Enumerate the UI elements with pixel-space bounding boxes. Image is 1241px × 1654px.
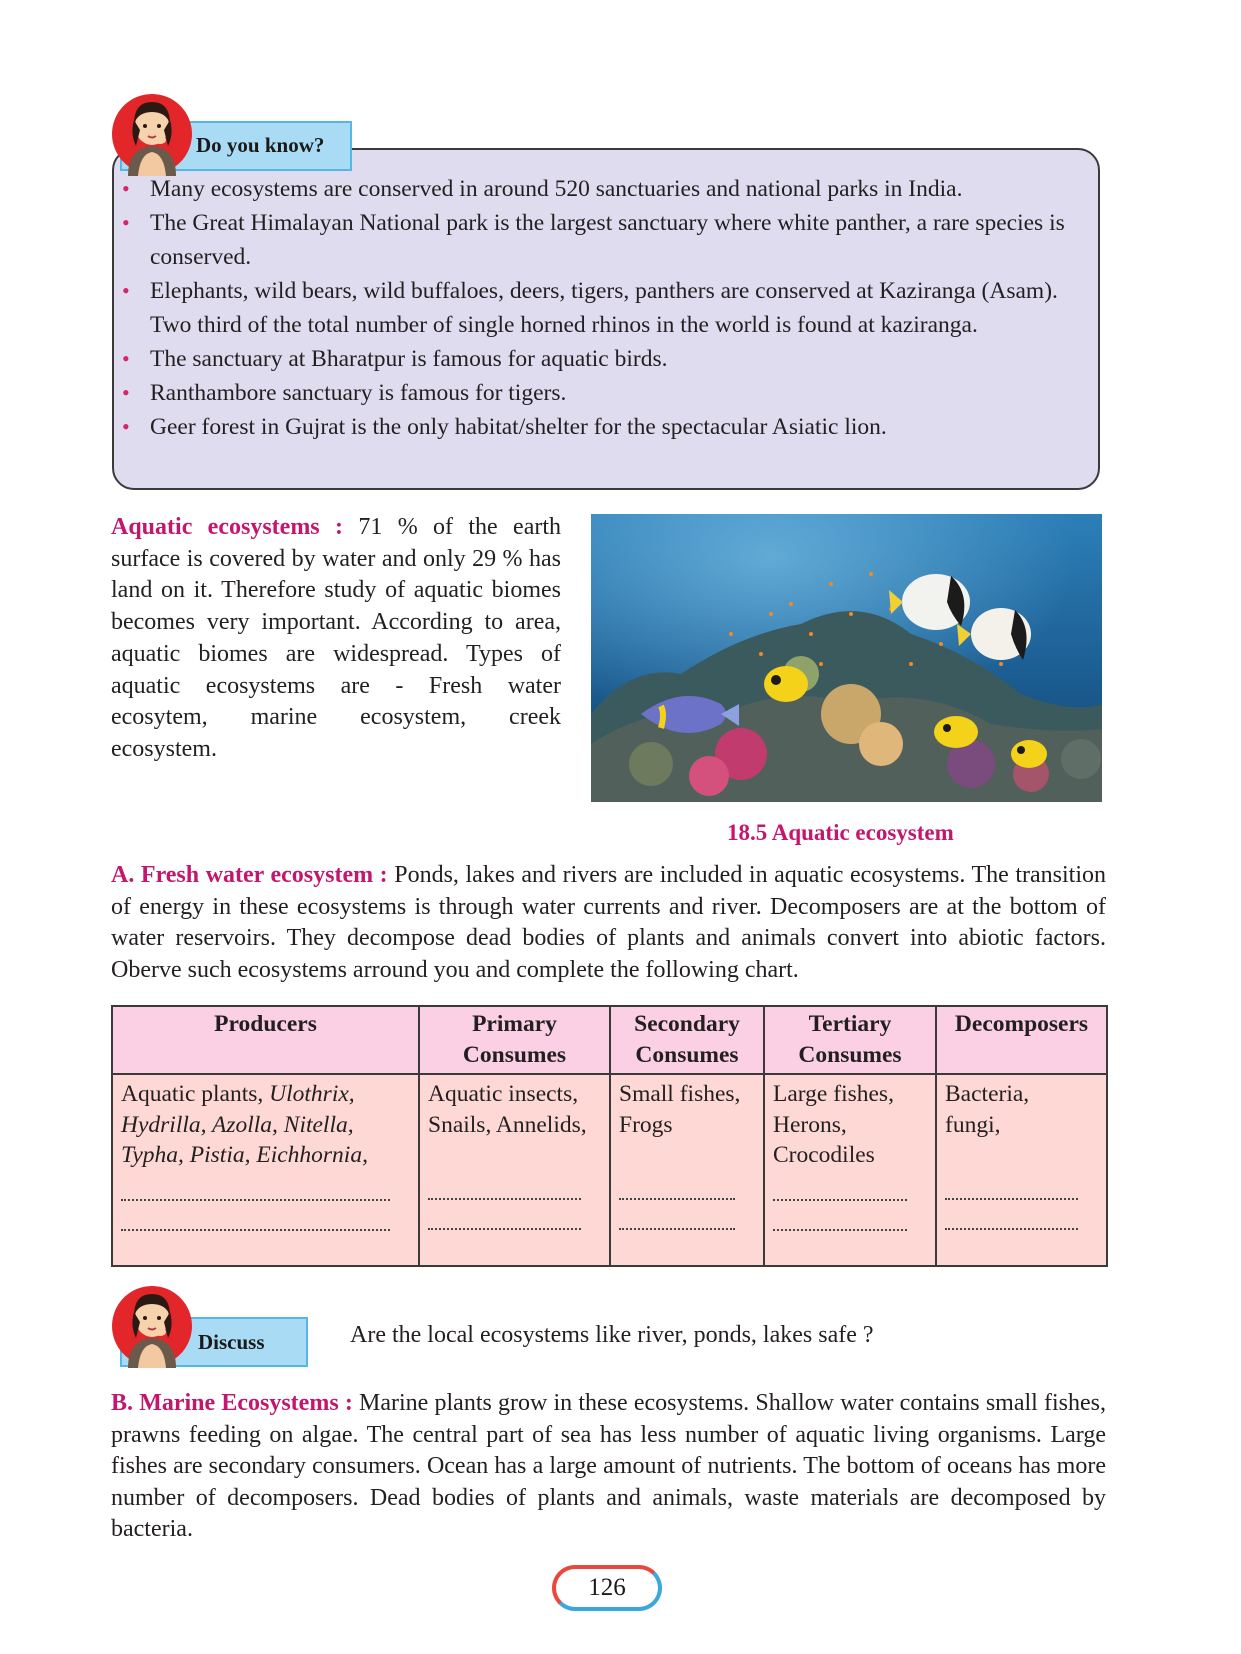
cell-tertiary: Large fishes, Herons, Crocodiles — [764, 1074, 936, 1266]
cell-secondary: Small fishes, Frogs — [610, 1074, 764, 1266]
fill-in-line[interactable] — [428, 1200, 581, 1230]
cell-producers: Aquatic plants, Ulothrix, Hydrilla, Azolla, Nitella, Typha, Pistia, Eichhornia, — [112, 1074, 419, 1266]
header-tertiary: Tertiary Consumes — [764, 1006, 936, 1074]
fresh-water-heading: A. Fresh water ecosystem : — [111, 862, 388, 888]
cell-decomposers: Bacteria, fungi, — [936, 1074, 1107, 1266]
header-secondary: Secondary Consumes — [610, 1006, 764, 1074]
aquatic-ecosystem-photo — [591, 514, 1102, 802]
fill-in-line[interactable] — [945, 1200, 1078, 1230]
marine-paragraph — [111, 1388, 1106, 1546]
food-chain-table — [111, 1005, 1108, 1267]
discuss-question: Are the local ecosystems like river, ponds, lakes safe ? — [350, 1322, 874, 1348]
header-primary: Primary Consumes — [419, 1006, 610, 1074]
list-item: • The sanctuary at Bharatpur is famous for aquatic birds. — [118, 342, 1078, 376]
list-item: • Many ecosystems are conserved in around 520 sanctuaries and national parks in India. — [118, 172, 1078, 206]
header-producers: Producers — [112, 1006, 419, 1074]
fresh-water-paragraph — [111, 860, 1106, 986]
fill-in-line[interactable] — [619, 1200, 735, 1230]
list-item: • Geer forest in Gujrat is the only habitat/shelter for the spectacular Asiatic lion. — [118, 410, 1078, 444]
aquatic-paragraph — [111, 512, 561, 766]
cell-primary: Aquatic insects, Snails, Annelids, — [419, 1074, 610, 1266]
aquatic-text: 71 % of the earth surface is covered by water and only 29 % has land on it. Therefore study of aquatic biomes becomes very important. According to area, aquatic biomes are widespread. Types of aquatic ecosystems are - Fresh water ecosytem, marine ecosystem, creek ecosystem. — [111, 514, 562, 762]
aquatic-heading: Aquatic ecosystems : — [111, 514, 343, 540]
coral-reef-image — [591, 514, 1102, 802]
figure-caption: 18.5 Aquatic ecosystem — [727, 820, 954, 845]
do-you-know-list — [118, 172, 1078, 444]
header-decomposers: Decomposers — [936, 1006, 1107, 1074]
table-header-row — [112, 1006, 1107, 1074]
marine-heading: B. Marine Ecosystems : — [111, 1390, 353, 1416]
list-item: • The Great Himalayan National park is the largest sanctuary where white panther, a rare species is conserved. — [118, 206, 1078, 274]
fresh-water-text: Ponds, lakes and rivers are included in aquatic ecosystems. The transition of energy in these ecosystems is through water currents and river. Decomposers are at the bottom of water reservoirs. They decompose dead bodies of plants and animals convert into abiotic factors. Oberve such ecosystems arround you and complete the following chart. — [111, 862, 1107, 983]
fill-in-line[interactable] — [945, 1170, 1078, 1200]
fill-in-line[interactable] — [121, 1201, 390, 1231]
discuss-label: Discuss — [198, 1330, 265, 1354]
fill-in-line[interactable] — [121, 1171, 390, 1201]
fill-in-line[interactable] — [619, 1170, 735, 1200]
page-number: 126 — [552, 1565, 662, 1611]
fill-in-line[interactable] — [428, 1170, 581, 1200]
marine-text: Marine plants grow in these ecosystems. Shallow water contains small fishes, prawns feeding on algae. The central part of sea has less number of aquatic living organisms. Large fishes are secondary consumers. Ocean has a large amount of nutrients. The bottom of oceans has more number of decomposers. Dead bodies of plants and animals, waste materials are decomposed by bacteria. — [111, 1390, 1106, 1543]
list-item: • Elephants, wild bears, wild buffaloes, deers, tigers, panthers are conserved at Kaziranga (Asam). Two third of the total number of single horned rhinos in the world is found at kaziranga. — [118, 274, 1078, 342]
table-row — [112, 1074, 1107, 1266]
list-item: • Ranthambore sanctuary is famous for tigers. — [118, 376, 1078, 410]
fill-in-line[interactable] — [773, 1201, 907, 1231]
girl-mascot-icon — [110, 1282, 194, 1368]
fill-in-line[interactable] — [773, 1171, 907, 1201]
do-you-know-label: Do you know? — [196, 133, 325, 157]
girl-mascot-icon — [110, 90, 194, 176]
